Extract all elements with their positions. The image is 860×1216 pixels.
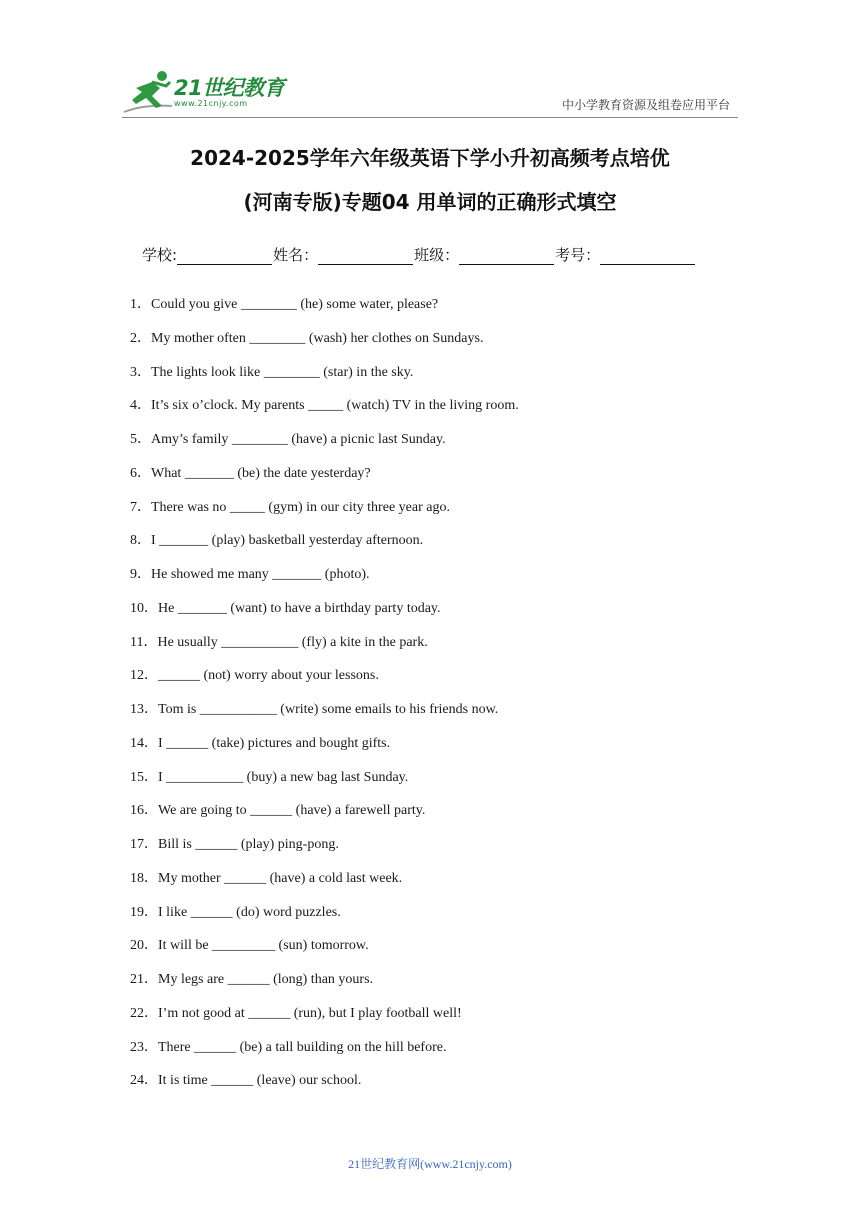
runner-logo-icon: [122, 68, 174, 114]
name-field[interactable]: [318, 248, 413, 265]
question-item: 23．There ______ (be) a tall building on the hill before.: [130, 1039, 447, 1055]
question-item: 14．I ______ (take) pictures and bought gifts.: [130, 735, 391, 751]
header-divider: [122, 117, 738, 118]
question-item: 6．What _______ (be) the date yesterday?: [130, 465, 371, 481]
question-item: 9．He showed me many _______ (photo).: [130, 567, 370, 582]
question-item: 12．______ (not) worry about your lessons.: [130, 668, 379, 684]
class-field[interactable]: [459, 248, 554, 265]
question-item: 8．I _______ (play) basketball yesterday afternoon.: [130, 533, 424, 549]
question-item: 18．My mother ______ (have) a cold last week.: [130, 870, 403, 886]
logo-url: www.21cnjy.com: [174, 99, 248, 108]
question-item: 24．It is time ______ (leave) our school.: [130, 1073, 362, 1089]
question-item: 21．My legs are ______ (long) than yours.: [130, 972, 374, 987]
question-item: 16．We are going to ______ (have) a farewell party.: [130, 803, 426, 819]
footer-link[interactable]: 21世纪教育网(www.21cnjy.com): [348, 1157, 512, 1171]
question-item: 1．Could you give ________ (he) some water, please?: [130, 297, 439, 312]
question-item: 3．The lights look like ________ (star) in the sky.: [130, 364, 414, 380]
question-item: 10．He _______ (want) to have a birthday party today.: [130, 600, 441, 616]
question-item: 17．Bill is ______ (play) ping-pong.: [130, 837, 339, 852]
logo-text: 21世纪教育: [174, 76, 285, 100]
platform-name: 中小学教育资源及组卷应用平台: [561, 98, 730, 112]
question-item: 13．Tom is ___________ (write) some emails to his friends now.: [130, 702, 499, 717]
site-logo: [122, 68, 290, 114]
question-item: 19．I like ______ (do) word puzzles.: [130, 904, 341, 920]
page-subtitle: (河南专版)专题04 用单词的正确形式填空: [243, 190, 617, 214]
question-item: 7．There was no _____ (gym) in our city three year ago.: [130, 499, 450, 515]
question-item: 15．I ___________ (buy) a new bag last Sunday.: [130, 769, 409, 785]
page-title: 2024-2025学年六年级英语下学小升初高频考点培优: [190, 146, 670, 170]
name-label: 姓名：: [273, 246, 319, 264]
question-item: 5．Amy’s family ________ (have) a picnic last Sunday.: [130, 432, 446, 447]
student-info-row: [142, 244, 696, 265]
question-item: 22．I’m not good at ______ (run), but I play football well!: [130, 1005, 462, 1021]
question-item: 4．It’s six o’clock. My parents _____ (watch) TV in the living room.: [130, 398, 519, 414]
question-item: 2．My mother often ________ (wash) her clothes on Sundays.: [130, 330, 484, 346]
school-label: 学校:: [142, 246, 178, 264]
exam-number-field[interactable]: [600, 248, 695, 265]
class-label: 班级：: [414, 246, 460, 264]
question-item: 11．He usually ___________ (fly) a kite in the park.: [130, 634, 428, 650]
question-item: 20．It will be _________ (sun) tomorrow.: [130, 938, 369, 954]
exam-number-label: 考号：: [555, 246, 601, 264]
question-list: [130, 296, 519, 1106]
school-field[interactable]: [177, 248, 272, 265]
